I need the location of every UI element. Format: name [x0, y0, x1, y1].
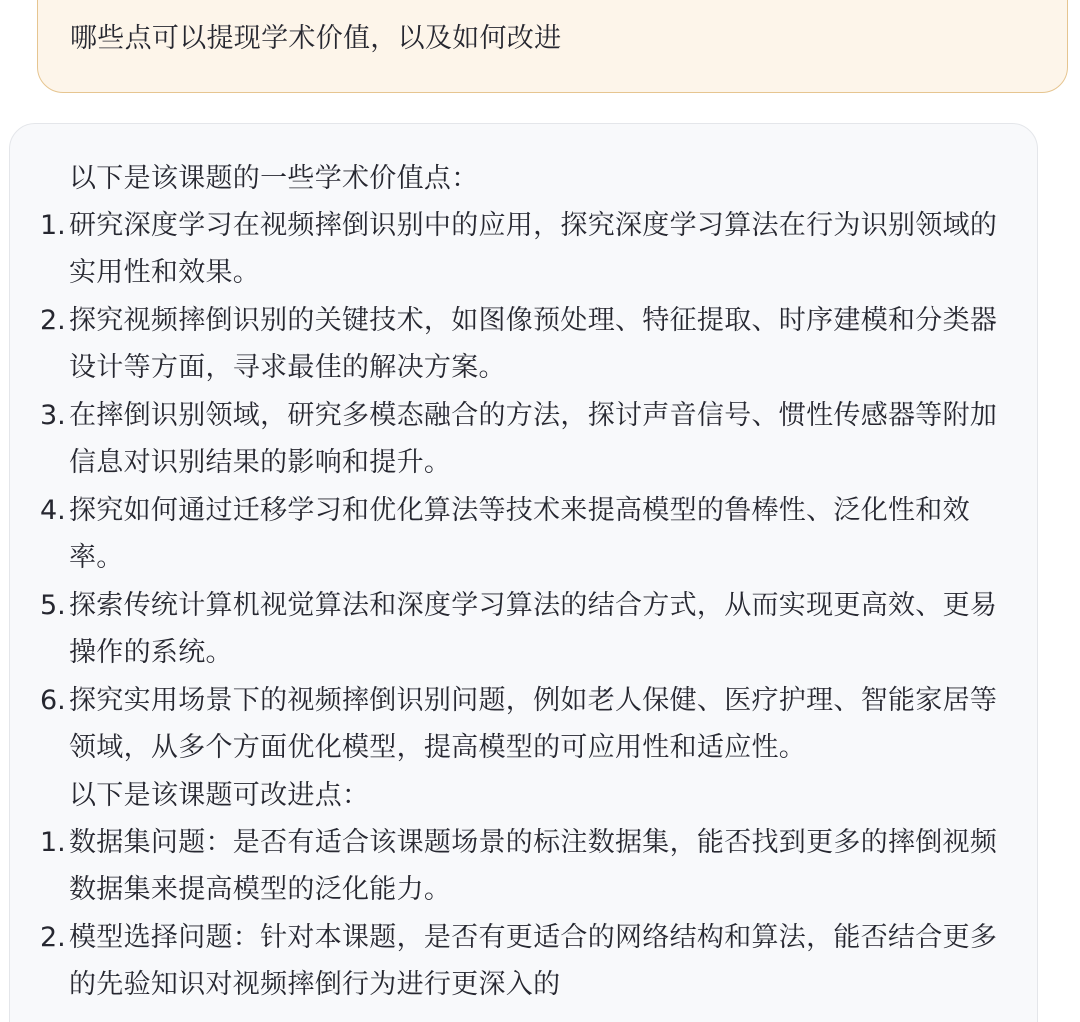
list-number: 1.: [40, 827, 66, 858]
list-item-text: 在摔倒识别领域，研究多模态融合的方法，探讨声音信号、惯性传感器等附加信息对识别结果的影响和提升。: [69, 400, 998, 478]
list-number: 2.: [40, 305, 66, 336]
list-number: 3.: [40, 400, 66, 431]
list-item-text: 研究深度学习在视频摔倒识别中的应用，探究深度学习算法在行为识别领域的实用性和效果。: [69, 210, 998, 288]
list-item-text: 探索传统计算机视觉算法和深度学习算法的结合方式，从而实现更高效、更易操作的系统。: [69, 590, 998, 668]
list-number: 1.: [40, 210, 66, 241]
list-number: 2.: [40, 922, 66, 953]
assistant-message-bubble: [9, 123, 1038, 1022]
value-points-intro: 以下是该课题的一些学术价值点：: [69, 163, 479, 194]
list-number: 5.: [40, 590, 66, 621]
list-item-text: 模型选择问题：针对本课题，是否有更适合的网络结构和算法，能否结合更多的先验知识对视频摔倒行为进行更深入的: [69, 922, 998, 1000]
user-message-text: 哪些点可以提现学术价值，以及如何改进: [70, 23, 562, 54]
list-item-text: 探究实用场景下的视频摔倒识别问题，例如老人保健、医疗护理、智能家居等领域，从多个方面优化模型，提高模型的可应用性和适应性。: [69, 685, 998, 763]
list-number: 4.: [40, 495, 66, 526]
improve-points-intro: 以下是该课题可改进点：: [69, 780, 370, 811]
list-item-text: 数据集问题：是否有适合该课题场景的标注数据集，能否找到更多的摔倒视频数据集来提高模型的泛化能力。: [69, 827, 998, 905]
list-item-text: 探究如何通过迁移学习和优化算法等技术来提高模型的鲁棒性、泛化性和效率。: [69, 495, 970, 573]
list-number: 6.: [40, 685, 66, 716]
list-item-text: 探究视频摔倒识别的关键技术，如图像预处理、特征提取、时序建模和分类器设计等方面，寻求最佳的解决方案。: [69, 305, 998, 383]
user-message-bubble: [37, 0, 1068, 93]
